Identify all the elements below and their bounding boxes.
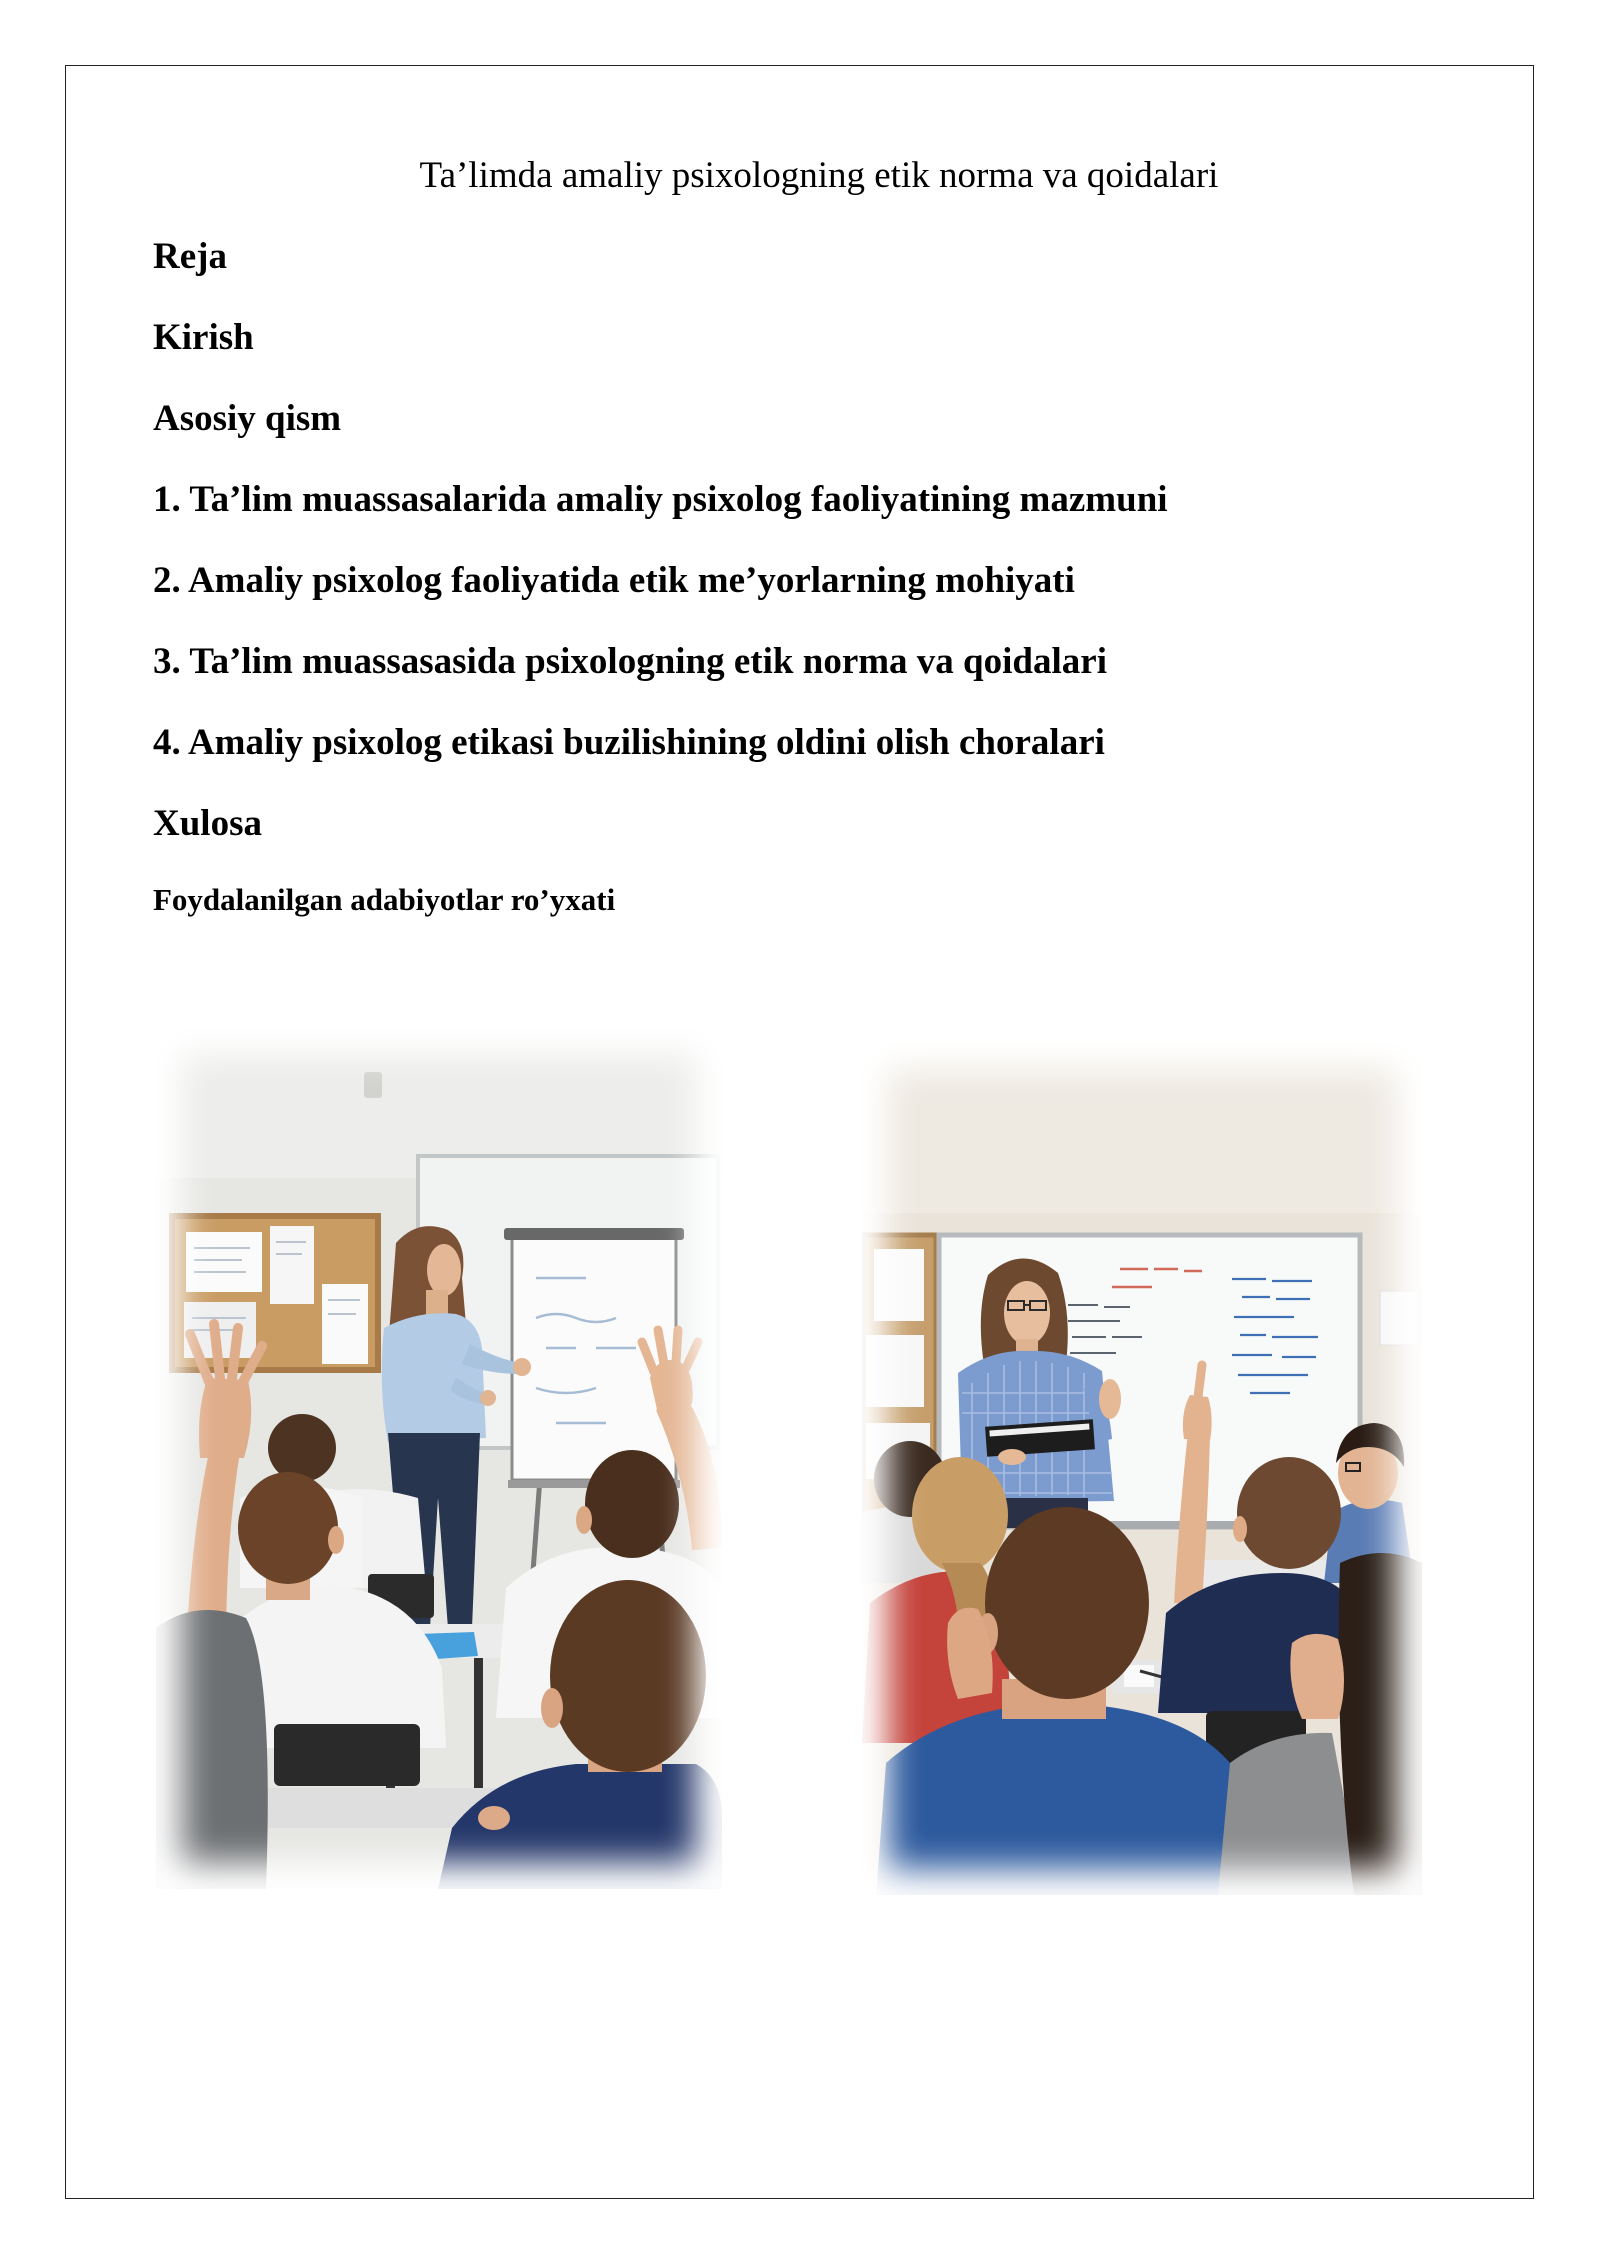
cork-board xyxy=(172,1216,378,1370)
front-chair xyxy=(274,1724,420,1786)
document-body xyxy=(153,135,1485,936)
wall-sensor xyxy=(364,1072,382,1098)
wall-paper xyxy=(1380,1291,1418,1345)
main-part-item: Asosiy qism xyxy=(153,398,342,439)
document-title: Ta’limda amaliy psixologning etik norma va qoidalari xyxy=(419,155,1219,196)
section-item-4: 4. Amaliy psixolog etikasi buzilishining oldini olish choralari xyxy=(153,722,1105,763)
classroom-photo-left xyxy=(156,1028,722,1889)
references-item: Foydalanilgan adabiyotlar ro’yxati xyxy=(153,882,616,917)
section-item-1: 1. Ta’lim muassasalarida amaliy psixolog faoliyatining mazmuni xyxy=(153,479,1168,520)
plan-heading: Reja xyxy=(153,236,227,277)
introduction-item: Kirish xyxy=(153,317,254,358)
conclusion-item: Xulosa xyxy=(153,803,262,844)
classroom-photo-right xyxy=(862,1043,1422,1895)
section-item-2: 2. Amaliy psixolog faoliyatida etik me’yorlarning mohiyati xyxy=(153,560,1075,601)
section-item-3: 3. Ta’lim muassasasida psixologning etik norma va qoidalari xyxy=(153,641,1107,682)
